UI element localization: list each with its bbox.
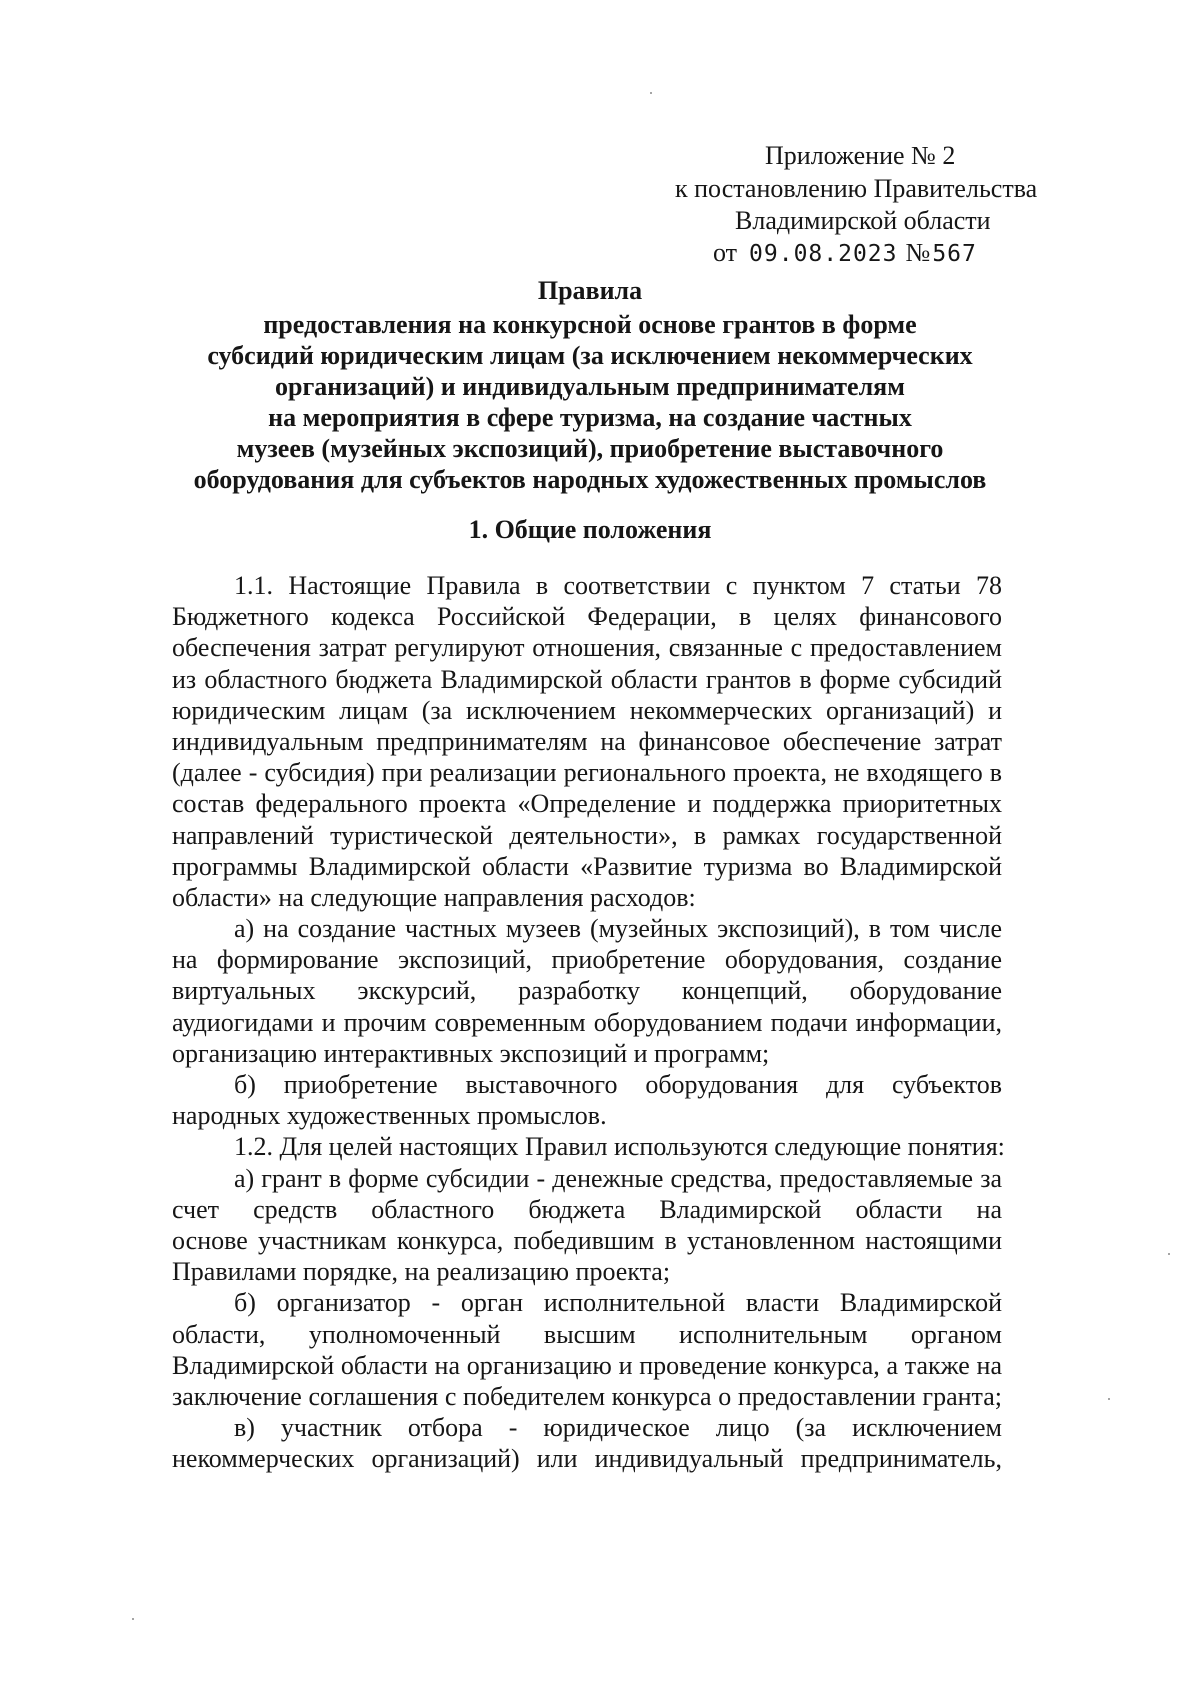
body-text	[172, 570, 1005, 1474]
body-line: юридическим лицам (за исключением некоммерческих организаций) и	[172, 695, 1002, 725]
title-line: организаций) и индивидуальным предпринимателям	[275, 372, 905, 401]
body-line: состав федерального проекта «Определение и поддержка приоритетных	[172, 789, 1002, 819]
body-line: заключение соглашения с победителем конкурса о предоставлении гранта;	[172, 1381, 1002, 1411]
body-line: Правилами порядке, на реализацию проекта;	[172, 1257, 671, 1287]
body-line: в) участник отбора - юридическое лицо (за исключением	[234, 1413, 1002, 1443]
body-line: а) грант в форме субсидии - денежные средства, предоставляемые за	[234, 1163, 1002, 1193]
title-line: оборудования для субъектов народных художественных промыслов	[193, 465, 987, 494]
body-line: Владимирской области на организацию и проведение конкурса, а также на	[172, 1350, 1002, 1380]
appendix-number-sign: №	[905, 238, 931, 267]
body-line: аудиогидами и прочим современным оборудованием подачи информации,	[172, 1007, 1002, 1037]
appendix-decree-number: 567	[932, 241, 977, 267]
body-line: из областного бюджета Владимирской области грантов в форме субсидий	[172, 664, 1002, 694]
title-line: предоставления на конкурсной основе грантов в форме	[263, 310, 917, 339]
section-heading: 1. Общие положения	[468, 515, 712, 544]
body-line: организацию интерактивных экспозиций и программ;	[172, 1038, 770, 1068]
title-main: Правила	[537, 276, 643, 305]
body-line: на формирование экспозиций, приобретение оборудования, создание	[172, 945, 1002, 975]
body-line: области, уполномоченный высшим исполнительным органом	[172, 1319, 1002, 1349]
body-line: а) на создание частных музеев (музейных экспозиций), в том числе	[234, 914, 1002, 944]
title-line: на мероприятия в сфере туризма, на создание частных	[268, 403, 912, 432]
body-line: б) организатор - орган исполнительной власти Владимирской	[234, 1288, 1002, 1318]
body-line: направлений туристической деятельности», в рамках государственной	[172, 820, 1002, 850]
body-line: основе участникам конкурса, победившим в установленном настоящими	[172, 1225, 1002, 1255]
body-line: счет средств областного бюджета Владимирской области на	[172, 1194, 1002, 1224]
appendix-reference: к постановлению Правительства	[675, 174, 1038, 203]
body-line: Бюджетного кодекса Российской Федерации, в целях финансового	[172, 602, 1002, 632]
body-line: программы Владимирской области «Развитие туризма во Владимирской	[172, 851, 1002, 881]
title-line: музеев (музейных экспозиций), приобретение выставочного	[236, 434, 944, 463]
document-title	[150, 275, 1030, 495]
scan-speck	[650, 92, 652, 94]
body-line: области» на следующие направления расходов:	[172, 882, 696, 912]
appendix-date-line	[713, 237, 977, 270]
appendix-date: 09.08.2023	[749, 241, 898, 267]
body-line: 1.2. Для целей настоящих Правил используются следующие понятия:	[234, 1132, 1005, 1162]
body-line: индивидуальным предпринимателям на финансовое обеспечение затрат	[172, 726, 1002, 756]
body-line: (далее - субсидия) при реализации регионального проекта, не входящего в	[172, 758, 1002, 788]
body-line: виртуальных экскурсий, разработку концепций, оборудование	[172, 976, 1002, 1006]
scan-speck	[132, 1618, 134, 1620]
body-line: народных художественных промыслов.	[172, 1101, 607, 1131]
appendix-region: Владимирской области	[735, 206, 991, 235]
body-line: обеспечения затрат регулируют отношения, связанные с предоставлением	[172, 633, 1002, 663]
appendix-number: Приложение № 2	[765, 141, 956, 170]
scan-speck	[1108, 1398, 1110, 1400]
body-line: б) приобретение выставочного оборудования для субъектов	[234, 1070, 1002, 1099]
body-line: 1.1. Настоящие Правила в соответствии с пунктом 7 статьи 78	[234, 571, 1002, 600]
body-line: некоммерческих организаций) или индивидуальный предприниматель,	[172, 1444, 1002, 1474]
title-line: субсидий юридическим лицам (за исключением некоммерческих	[207, 341, 973, 370]
appendix-date-prefix: от	[713, 238, 738, 267]
scan-speck	[1168, 1253, 1170, 1255]
